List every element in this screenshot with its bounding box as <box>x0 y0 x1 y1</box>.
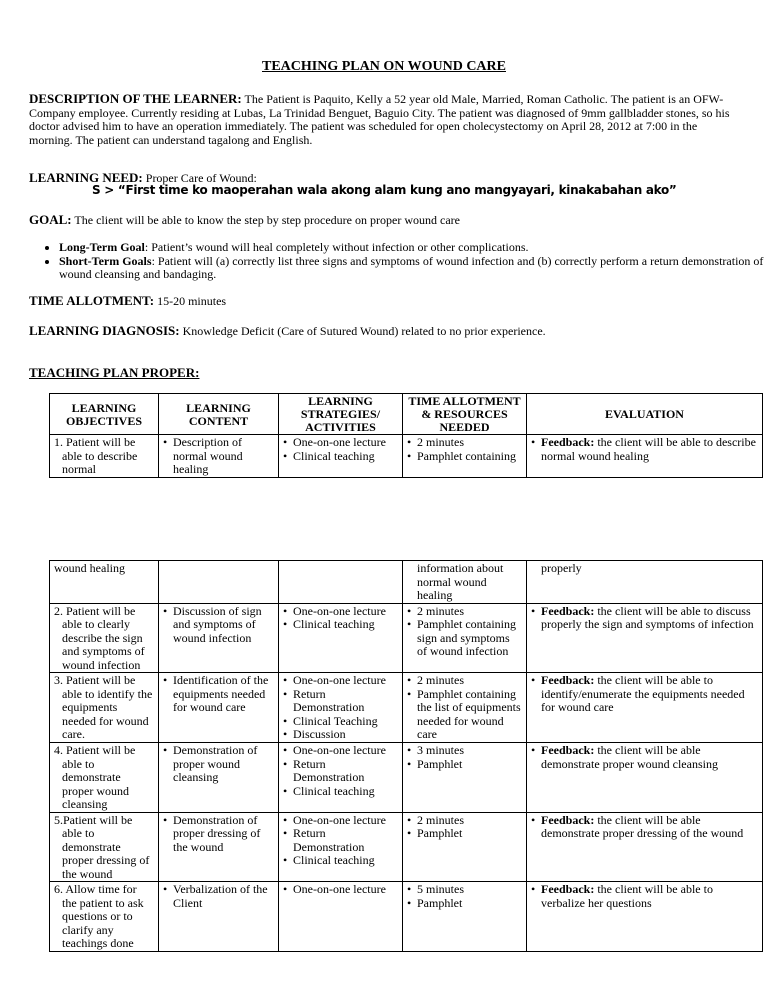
list-item: • 2 minutes <box>407 814 522 828</box>
time-resources-cell <box>403 812 527 882</box>
list-item: • 2 minutes <box>407 674 522 688</box>
header-learning-content: LEARNING CONTENT <box>159 394 279 435</box>
list-item <box>531 605 758 632</box>
goal-label: GOAL: <box>29 212 72 227</box>
table-row <box>50 435 763 478</box>
time-allotment-text: 15-20 minutes <box>157 294 227 308</box>
list-item: • Demonstration of proper wound cleansing <box>163 744 274 785</box>
header-evaluation: EVALUATION <box>527 394 763 435</box>
strategies-cell <box>279 743 403 813</box>
list-item: • One-on-one lecture <box>283 674 398 688</box>
time-resources-cell <box>403 882 527 952</box>
table-header-row <box>50 394 763 435</box>
learner-description-text: The Patient is Paquito, Kelly a 52 year old Male, Married, Roman Catholic. The patient is an OFW-Company employee. Currently residing at Lubas, La Trinidad Benguet, Baguio City. The patient was diagnosed of 9mm gallbladder stones, so his doctor advised him to have an operation immediately. The patient was scheduled for open cholecystectomy on April 28, 2012 at 7:00 in the morning. The patient can understand tagalong and English. <box>29 92 730 147</box>
short-term-goal-label: Short-Term Goals <box>59 253 152 268</box>
list-item: • Description of normal wound healing <box>163 436 274 477</box>
content-cell <box>159 812 279 882</box>
document-title: TEACHING PLAN ON WOUND CARE <box>262 59 506 74</box>
objective-cell: 4. Patient will be able to demonstrate proper wound cleansing <box>50 743 159 813</box>
list-item: • Pamphlet <box>407 758 522 772</box>
teaching-plan-table-part2 <box>49 560 763 952</box>
list-item: • 2 minutes <box>407 436 522 450</box>
learning-need-quote: S > “First time ko maoperahan wala akong alam kung ano mangyayari, kinakabahan ako” <box>92 183 677 197</box>
strategies-cell <box>279 435 403 478</box>
feedback-label: Feedback: <box>541 882 595 896</box>
list-item: • Return Demonstration <box>283 758 398 785</box>
list-item: • Return Demonstration <box>283 827 398 854</box>
objective-cell: 3. Patient will be able to identify the equipments needed for wound care. <box>50 673 159 743</box>
feedback-label: Feedback: <box>541 435 595 449</box>
list-item: • Discussion of sign and symptoms of wound infection <box>163 605 274 646</box>
list-item: • Identification of the equipments needed for wound care <box>163 674 274 715</box>
evaluation-cell: properly <box>527 561 763 604</box>
time-resources-cell <box>403 743 527 813</box>
feedback-label: Feedback: <box>541 743 595 757</box>
list-item <box>531 674 758 715</box>
long-term-goal-text: : Patient’s wound will heal completely without infection or other complications. <box>144 240 529 254</box>
table-row <box>50 561 763 604</box>
list-item: • Pamphlet containing sign and symptoms of wound infection <box>407 618 522 659</box>
objective-cell: 2. Patient will be able to clearly describe the sign and symptoms of wound infection <box>50 603 159 673</box>
list-item: • Demonstration of proper dressing of the wound <box>163 814 274 855</box>
list-item <box>531 814 758 841</box>
content-cell <box>159 435 279 478</box>
header-learning-strategies: LEARNING STRATEGIES/ ACTIVITIES <box>279 394 403 435</box>
objective-cell: 1. Patient will be able to describe normal <box>50 435 159 478</box>
evaluation-cell <box>527 603 763 673</box>
content-cell <box>159 603 279 673</box>
goals-list <box>29 241 768 282</box>
evaluation-text: the client will be able demonstrate proper dressing of the wound <box>541 812 744 840</box>
learning-diagnosis-text: Knowledge Deficit (Care of Sutured Wound) related to no prior experience. <box>182 324 546 338</box>
list-item: • Pamphlet containing <box>407 450 522 464</box>
objective-cell: 6. Allow time for the patient to ask questions or to clarify any teachings done <box>50 882 159 952</box>
time-resources-cell: information about normal wound healing <box>403 561 527 604</box>
evaluation-cell <box>527 812 763 882</box>
long-term-goal <box>59 241 768 255</box>
list-item: • Clinical teaching <box>283 854 398 868</box>
learning-diagnosis <box>29 324 741 339</box>
strategies-cell <box>279 812 403 882</box>
list-item: • 5 minutes <box>407 883 522 897</box>
list-item: • One-on-one lecture <box>283 744 398 758</box>
header-time-allotment: TIME ALLOTMENT & RESOURCES NEEDED <box>403 394 527 435</box>
learning-need-label: LEARNING NEED: <box>29 170 143 185</box>
goal <box>29 213 741 228</box>
list-item: • Pamphlet <box>407 897 522 911</box>
time-resources-cell <box>403 435 527 478</box>
list-item <box>531 883 758 910</box>
evaluation-text: the client will be able to identify/enumerate the equipments needed for wound care <box>541 673 745 714</box>
content-cell <box>159 882 279 952</box>
content-cell <box>159 673 279 743</box>
list-item: • Verbalization of the Client <box>163 883 274 910</box>
content-cell <box>159 561 279 604</box>
evaluation-cell <box>527 673 763 743</box>
teaching-plan-table-part1 <box>49 393 763 478</box>
short-term-goal-text: : Patient will (a) correctly list three signs and symptoms of wound infection and (b) correctly perform a return demonstration of wound cleansing and bandaging. <box>59 253 764 281</box>
strategies-cell <box>279 561 403 604</box>
list-item: • Discussion <box>283 728 398 742</box>
short-term-goal <box>59 255 768 282</box>
objective-cell: 5.Patient will be able to demonstrate proper dressing of the wound <box>50 812 159 882</box>
list-item: • 3 minutes <box>407 744 522 758</box>
time-resources-cell <box>403 603 527 673</box>
table-row <box>50 673 763 743</box>
list-item: • Pamphlet containing the list of equipments needed for wound care <box>407 688 522 742</box>
list-item: • Pamphlet <box>407 827 522 841</box>
evaluation-cell <box>527 882 763 952</box>
learning-diagnosis-label: LEARNING DIAGNOSIS: <box>29 323 180 338</box>
evaluation-text: the client will be able demonstrate proper wound cleansing <box>541 743 718 771</box>
list-item: • One-on-one lecture <box>283 883 398 897</box>
goal-text: The client will be able to know the step by step procedure on proper wound care <box>74 213 460 227</box>
strategies-cell <box>279 673 403 743</box>
header-learning-objectives: LEARNING OBJECTIVES <box>50 394 159 435</box>
list-item: • 2 minutes <box>407 605 522 619</box>
objective-cell: wound healing <box>50 561 159 604</box>
evaluation-cell <box>527 743 763 813</box>
list-item: • Clinical teaching <box>283 785 398 799</box>
list-item: • Clinical teaching <box>283 450 398 464</box>
list-item <box>531 436 758 463</box>
teaching-plan-proper-heading: TEACHING PLAN PROPER: <box>29 365 200 380</box>
long-term-goal-label: Long-Term Goal <box>59 240 145 254</box>
evaluation-text: the client will be able to describe normal wound healing <box>541 435 756 463</box>
evaluation-text: the client will be able to discuss properly the sign and symptoms of infection <box>541 603 754 631</box>
content-cell <box>159 743 279 813</box>
feedback-label: Feedback: <box>541 812 595 827</box>
strategies-cell <box>279 882 403 952</box>
list-item: • Return Demonstration <box>283 688 398 715</box>
list-item: • One-on-one lecture <box>283 436 398 450</box>
list-item <box>531 744 758 771</box>
table-row <box>50 743 763 813</box>
table-row <box>50 882 763 952</box>
time-resources-cell <box>403 673 527 743</box>
list-item: • One-on-one lecture <box>283 814 398 828</box>
time-allotment-label: TIME ALLOTMENT: <box>29 293 155 308</box>
list-item: • Clinical teaching <box>283 618 398 632</box>
feedback-label: Feedback: <box>541 673 595 687</box>
list-item: • One-on-one lecture <box>283 605 398 619</box>
list-item: • Clinical Teaching <box>283 715 398 729</box>
learner-description <box>29 92 741 147</box>
evaluation-cell <box>527 435 763 478</box>
time-allotment <box>29 294 741 309</box>
learner-description-label: DESCRIPTION OF THE LEARNER: <box>29 91 242 106</box>
feedback-label: Feedback: <box>541 603 595 618</box>
learning-need-text: Proper Care of Wound: <box>145 171 257 185</box>
table-row <box>50 603 763 673</box>
evaluation-text: the client will be able to verbalize her questions <box>541 882 713 910</box>
table-row <box>50 812 763 882</box>
strategies-cell <box>279 603 403 673</box>
